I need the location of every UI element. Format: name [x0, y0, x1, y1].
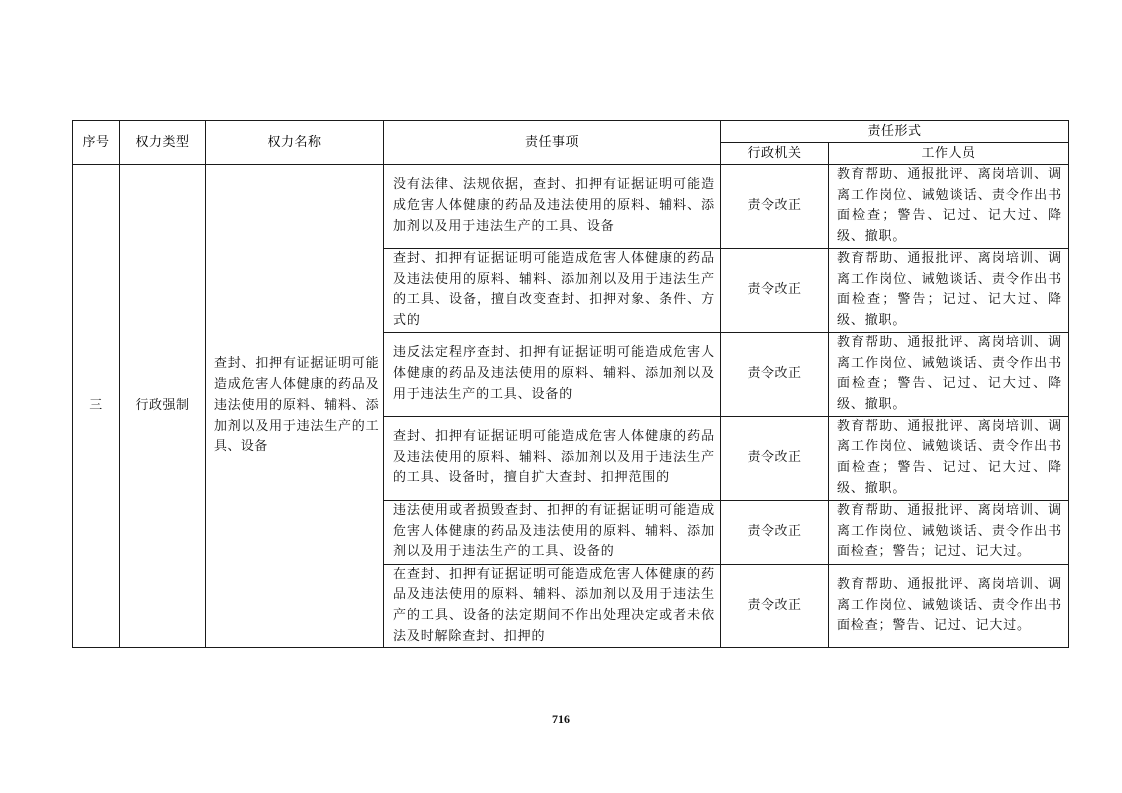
cell-staff: 教育帮助、通报批评、离岗培训、调离工作岗位、诫勉谈话、责令作出书面检查；警告、记过、记大过。	[829, 564, 1069, 648]
cell-duty: 在查封、扣押有证据证明可能造成危害人体健康的药品及违法使用的原料、辅料、添加剂以及用于违法生产的工具、设备的法定期间不作出处理决定或者未依法及时解除查封、扣押的	[384, 564, 721, 648]
table-row	[73, 165, 1069, 249]
cell-agency: 责令改正	[721, 248, 829, 332]
page-number: 716	[552, 712, 570, 726]
header-power-name: 权力名称	[206, 121, 384, 165]
cell-agency: 责令改正	[721, 564, 829, 648]
cell-staff: 教育帮助、通报批评、离岗培训、调离工作岗位、诫勉谈话、责令作出书面检查；警告；记过、记大过。	[829, 500, 1069, 564]
cell-duty: 没有法律、法规依据，查封、扣押有证据证明可能造成危害人体健康的药品及违法使用的原料、辅料、添加剂以及用于违法生产的工具、设备	[384, 165, 721, 249]
header-seq: 序号	[73, 121, 120, 165]
header-staff: 工作人员	[829, 143, 1069, 165]
cell-duty: 查封、扣押有证据证明可能造成危害人体健康的药品及违法使用的原料、辅料、添加剂以及用于违法生产的工具、设备，擅自改变查封、扣押对象、条件、方式的	[384, 248, 721, 332]
header-power-type: 权力类型	[120, 121, 206, 165]
header-responsibility-form: 责任形式	[721, 121, 1069, 143]
cell-duty: 查封、扣押有证据证明可能造成危害人体健康的药品及违法使用的原料、辅料、添加剂以及用于违法生产的工具、设备时，擅自扩大查封、扣押范围的	[384, 416, 721, 500]
cell-staff: 教育帮助、通报批评、离岗培训、调离工作岗位、诫勉谈话、责令作出书面检查；警告、记过、记大过、降级、撤职。	[829, 416, 1069, 500]
cell-agency: 责令改正	[721, 165, 829, 249]
header-duty: 责任事项	[384, 121, 721, 165]
header-agency: 行政机关	[721, 143, 829, 165]
cell-staff: 教育帮助、通报批评、离岗培训、调离工作岗位、诫勉谈话、责令作出书面检查；警告、记过、记大过、降级、撤职。	[829, 165, 1069, 249]
cell-staff: 教育帮助、通报批评、离岗培训、调离工作岗位、诫勉谈话、责令作出书面检查；警告；记过、记大过、降级、撤职。	[829, 248, 1069, 332]
responsibility-table	[72, 120, 1069, 648]
cell-duty: 违法使用或者损毁查封、扣押的有证据证明可能造成危害人体健康的药品及违法使用的原料、辅料、添加剂以及用于违法生产的工具、设备的	[384, 500, 721, 564]
cell-staff: 教育帮助、通报批评、离岗培训、调离工作岗位、诫勉谈话、责令作出书面检查；警告、记过、记大过、降级、撤职。	[829, 332, 1069, 416]
cell-agency: 责令改正	[721, 416, 829, 500]
cell-agency: 责令改正	[721, 500, 829, 564]
cell-power-type: 行政强制	[120, 165, 206, 648]
cell-agency: 责令改正	[721, 332, 829, 416]
table-header	[73, 121, 1069, 165]
cell-duty: 违反法定程序查封、扣押有证据证明可能造成危害人体健康的药品及违法使用的原料、辅料、添加剂以及用于违法生产的工具、设备的	[384, 332, 721, 416]
header-row-1	[73, 121, 1069, 143]
cell-power-name: 查封、扣押有证据证明可能造成危害人体健康的药品及违法使用的原料、辅料、添加剂以及用于违法生产的工具、设备	[206, 165, 384, 648]
cell-seq: 三	[73, 165, 120, 648]
table-body	[73, 165, 1069, 648]
